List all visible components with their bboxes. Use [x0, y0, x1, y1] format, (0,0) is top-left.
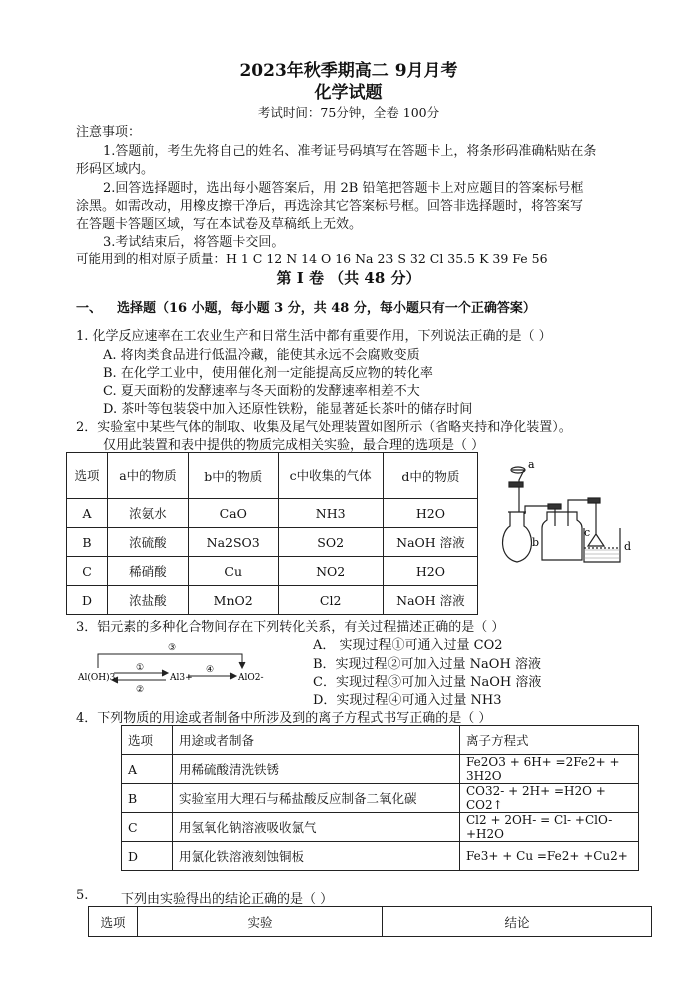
- scheme-step-3: ③: [168, 643, 177, 653]
- label-b: b: [532, 536, 540, 549]
- table-header-cell: c中收集的气体: [278, 453, 383, 499]
- table-cell: 用氢氧化钠溶液吸收氯气: [173, 813, 460, 842]
- table-cell: A: [122, 755, 173, 784]
- bottle-c: [542, 512, 582, 560]
- q2-table: [66, 452, 478, 615]
- q2-stem-line-2: 仅用此装置和表中提供的物质完成相关实验，最合理的选项是（ ）: [103, 438, 485, 453]
- note-2-line-3: 在答题卡答题区域，写在本试卷及草稿纸上无效。: [76, 217, 363, 232]
- table-row: [122, 842, 639, 871]
- table-cell: 浓氨水: [107, 499, 188, 528]
- table-header-row: [89, 907, 652, 937]
- scheme-mid: Al3+: [170, 673, 193, 683]
- table-cell: Fe2O3 + 6H+ =2Fe2+ + 3H2O: [460, 755, 639, 784]
- scheme-left: Al(OH)3: [78, 673, 116, 683]
- table-header-cell: 结论: [383, 907, 652, 937]
- label-a: a: [528, 458, 535, 471]
- exam-title: 2023年秋季期高二 9月月考: [239, 61, 458, 81]
- table-row: [122, 813, 639, 842]
- q1-option-c: C. 夏天面粉的发酵速率与冬天面粉的发酵速率相差不大: [103, 384, 420, 399]
- section-title: 第 I 卷 （共 48 分）: [276, 269, 421, 287]
- scheme-right: AlO2-: [238, 673, 264, 683]
- note-3: 3.考试结束后，将答题卡交回。: [103, 235, 285, 250]
- table-header-cell: 选项: [122, 726, 173, 755]
- q1-option-b: B. 在化学工业中，使用催化剂一定能提高反应物的转化率: [103, 366, 433, 381]
- note-2-line-2: 涂黑。如需改动，用橡皮擦干净后，再选涂其它答案标号框。回答非选择题时，将答案写: [76, 199, 584, 214]
- q5-stem: 下列由实验得出的结论正确的是（ ）: [121, 892, 334, 907]
- scheme-step-2: ②: [136, 685, 145, 695]
- table-cell: 用稀硫酸清洗铁锈: [173, 755, 460, 784]
- q3-option-d: D．实现过程④可通入过量 NH3: [313, 693, 502, 708]
- notes-heading: 注意事项：: [76, 125, 142, 140]
- table-cell: C: [122, 813, 173, 842]
- table-cell: Cu: [188, 557, 278, 586]
- q4-stem: 4．下列物质的用途或者制备中所涉及到的离子方程式书写正确的是（ ）: [76, 711, 492, 726]
- q5-table: [88, 906, 652, 937]
- table-cell: C: [67, 557, 108, 586]
- table-cell: NH3: [278, 499, 383, 528]
- table-cell: NO2: [278, 557, 383, 586]
- table-cell: Cl2: [278, 586, 383, 615]
- label-d: d: [624, 540, 632, 553]
- table-cell: CO32- + 2H+ =H2O + CO2↑: [460, 784, 639, 813]
- table-header-cell: 用途或者制备: [173, 726, 460, 755]
- table-cell: B: [67, 528, 108, 557]
- table-cell: D: [122, 842, 173, 871]
- table-cell: SO2: [278, 528, 383, 557]
- q5-number: 5.: [76, 888, 89, 903]
- table-row: [67, 528, 478, 557]
- flask-b: [503, 512, 532, 562]
- table-row: [67, 499, 478, 528]
- table-cell: 实验室用大理石与稀盐酸反应制备二氧化碳: [173, 784, 460, 813]
- table-cell: 稀硝酸: [107, 557, 188, 586]
- note-1-line-1: 1.答题前，考生先将自己的姓名、准考证号码填写在答题卡上，将条形码准确粘贴在条: [103, 144, 597, 159]
- table-cell: NaOH 溶液: [383, 586, 477, 615]
- q2-stem-line-1: 2．实验室中某些气体的制取、收集及尾气处理装置如图所示（省略夹持和净化装置）。: [76, 420, 572, 435]
- table-header-cell: b中的物质: [188, 453, 278, 499]
- part-title: 选择题（16 小题，每小题 3 分，共 48 分，每小题只有一个正确答案）: [117, 301, 536, 316]
- table-cell: A: [67, 499, 108, 528]
- table-cell: B: [122, 784, 173, 813]
- table-row: [67, 586, 478, 615]
- q3-stem: 3．铝元素的多种化合物间存在下列转化关系，有关过程描述正确的是（ ）: [76, 620, 505, 635]
- part-number: 一、: [76, 301, 103, 316]
- table-header-cell: d中的物质: [383, 453, 477, 499]
- table-header-cell: 离子方程式: [460, 726, 639, 755]
- table-cell: D: [67, 586, 108, 615]
- aluminum-conversion-scheme: [76, 640, 276, 704]
- table-cell: 浓盐酸: [107, 586, 188, 615]
- funnel-a: [512, 470, 524, 512]
- table-cell: CaO: [188, 499, 278, 528]
- scheme-step-4: ④: [206, 665, 215, 675]
- q1-option-a: A. 将肉类食品进行低温冷藏，能使其永远不会腐败变质: [103, 348, 420, 363]
- table-cell: NaOH 溶液: [383, 528, 477, 557]
- table-header-cell: 选项: [67, 453, 108, 499]
- table-cell: 浓硫酸: [107, 528, 188, 557]
- table-cell: 用氯化铁溶液刻蚀铜板: [173, 842, 460, 871]
- table-row: [122, 755, 639, 784]
- q3-option-c: C．实现过程③可加入过量 NaOH 溶液: [313, 675, 542, 690]
- atomic-masses: 可能用到的相对原子质量：H 1 C 12 N 14 O 16 Na 23 S 32 Cl 35.5 K 39 Fe 56: [76, 251, 548, 266]
- table-header-cell: a中的物质: [107, 453, 188, 499]
- table-row: [67, 557, 478, 586]
- table-row: [122, 784, 639, 813]
- q4-table: [121, 725, 639, 871]
- exam-info: 考试时间：75分钟，全卷 100分: [257, 105, 440, 120]
- q3-option-b: B．实现过程②可加入过量 NaOH 溶液: [313, 657, 541, 672]
- table-header-cell: 选项: [89, 907, 138, 937]
- table-header-cell: 实验: [138, 907, 383, 937]
- subject-title: 化学试题: [314, 83, 383, 103]
- table-cell: H2O: [383, 557, 477, 586]
- gas-apparatus-diagram: [492, 450, 652, 568]
- table-header-row: [67, 453, 478, 499]
- scheme-step-1: ①: [136, 663, 145, 673]
- q3-option-a: A． 实现过程①可通入过量 CO2: [313, 638, 503, 653]
- note-2-line-1: 2.回答选择题时，选出每小题答案后，用 2B 铅笔把答题卡上对应题目的答案标号框: [103, 181, 584, 196]
- table-cell: Cl2 + 2OH- = Cl- +ClO- +H2O: [460, 813, 639, 842]
- table-cell: Na2SO3: [188, 528, 278, 557]
- table-cell: MnO2: [188, 586, 278, 615]
- label-c: c: [584, 526, 591, 539]
- table-cell: Fe3+ + Cu =Fe2+ +Cu2+: [460, 842, 639, 871]
- table-cell: H2O: [383, 499, 477, 528]
- note-1-line-2: 形码区域内。: [76, 162, 155, 177]
- q1-stem: 1. 化学反应速率在工农业生产和日常生活中都有重要作用，下列说法正确的是（ ）: [76, 329, 552, 344]
- table-header-row: [122, 726, 639, 755]
- q1-option-d: D. 茶叶等包装袋中加入还原性铁粉，能显著延长茶叶的储存时间: [103, 402, 473, 417]
